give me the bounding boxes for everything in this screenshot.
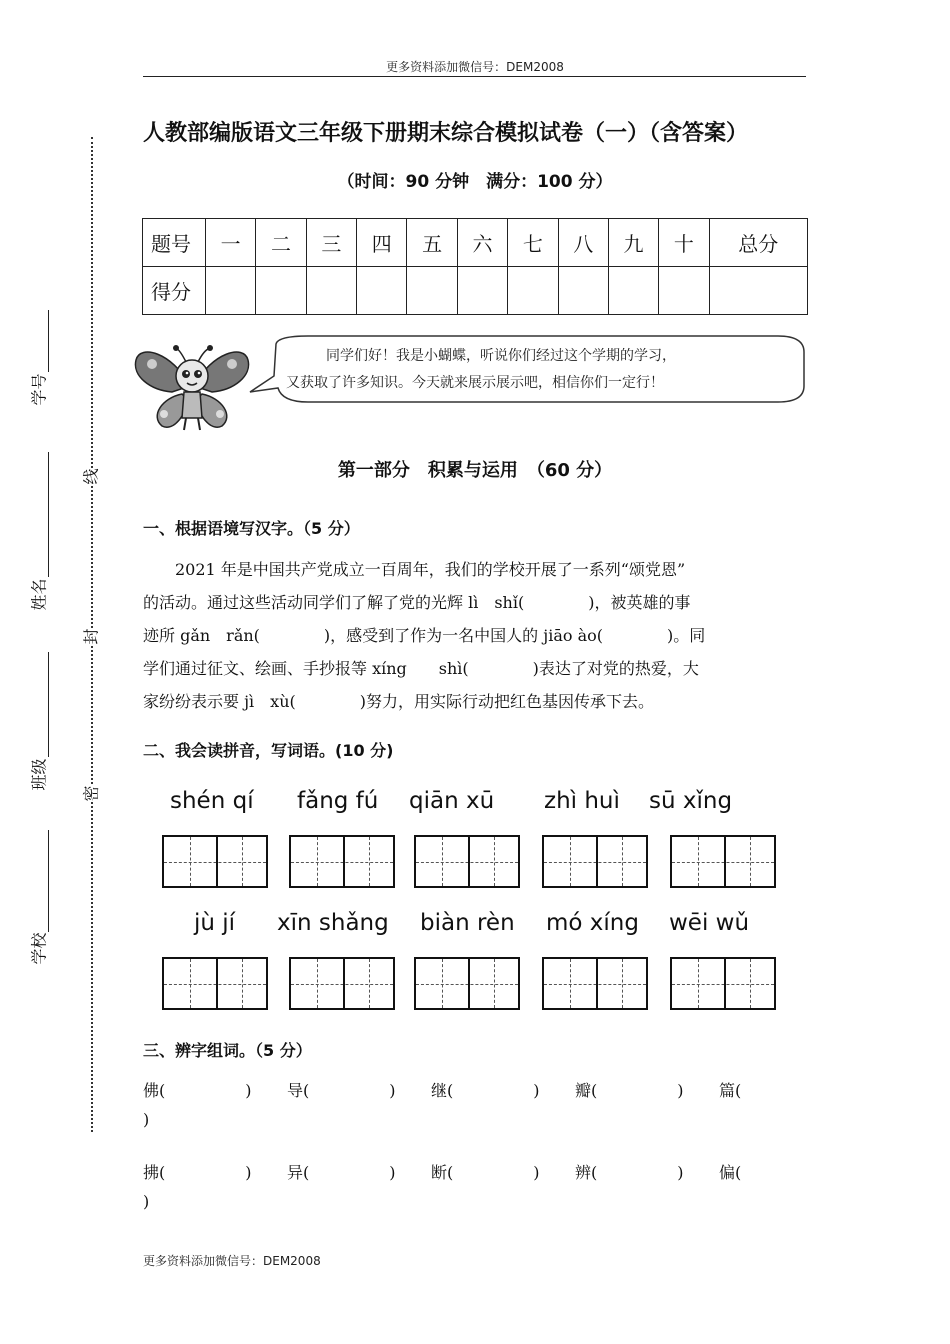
pinyin-label: qiān xū bbox=[409, 788, 495, 814]
exam-title: 人教部编版语文三年级下册期末综合模拟试卷（一）（含答案） bbox=[143, 121, 749, 146]
score-input-cell[interactable] bbox=[558, 267, 608, 315]
pinyin-label: sū xǐng bbox=[649, 788, 733, 814]
score-table-score-row bbox=[143, 267, 808, 315]
score-header-cell: 一 bbox=[206, 219, 256, 267]
score-input-cell[interactable] bbox=[407, 267, 457, 315]
bubble-line: 又获取了许多知识。今天就来展示展示吧，相信你们一定行！ bbox=[286, 375, 664, 391]
side-blank-class bbox=[48, 652, 49, 757]
writing-grid[interactable] bbox=[289, 835, 395, 888]
pinyin-label: biàn rèn bbox=[420, 910, 515, 936]
word-group-item[interactable]: 偏( bbox=[719, 1163, 742, 1182]
score-input-cell[interactable] bbox=[306, 267, 356, 315]
part-title: 第一部分 积累与运用 （60 分） bbox=[337, 460, 613, 481]
score-header-cell: 二 bbox=[256, 219, 306, 267]
score-header-cell: 十 bbox=[659, 219, 709, 267]
section1-title: 一、根据语境写汉字。（5 分） bbox=[143, 519, 360, 538]
section3-title: 三、辨字组词。（5 分） bbox=[143, 1041, 312, 1060]
score-header-cell: 三 bbox=[306, 219, 356, 267]
writing-grid[interactable] bbox=[542, 835, 648, 888]
section1-passage bbox=[143, 553, 808, 718]
score-header-cell: 六 bbox=[457, 219, 507, 267]
score-input-cell[interactable] bbox=[709, 267, 807, 315]
word-group-item[interactable]: 异( ) bbox=[287, 1163, 396, 1182]
score-header-cell: 八 bbox=[558, 219, 608, 267]
header-note: 更多资料添加微信号：DEM2008 bbox=[386, 60, 564, 74]
pinyin-label: shén qí bbox=[170, 788, 254, 814]
writing-grid[interactable] bbox=[414, 835, 520, 888]
writing-grid[interactable] bbox=[162, 835, 268, 888]
passage-line: 迹所 gǎn rǎn( )，感受到了作为一名中国人的 jiāo ào( )。同 bbox=[143, 626, 706, 645]
word-group-item[interactable]: 瓣( ) bbox=[575, 1081, 684, 1100]
word-group-item[interactable]: 拂( ) bbox=[143, 1163, 252, 1182]
score-table-header-row bbox=[143, 219, 808, 267]
passage-line: 2021 年是中国共产党成立一百周年，我们的学校开展了一系列“颂党恩” bbox=[143, 560, 686, 579]
header-divider bbox=[143, 76, 806, 77]
butterfly-mascot-icon bbox=[132, 342, 252, 434]
writing-grid[interactable] bbox=[414, 957, 520, 1010]
section2-title: 二、我会读拼音，写词语。(10 分) bbox=[143, 741, 394, 760]
pinyin-label: zhì huì bbox=[544, 788, 620, 814]
side-mark-line: 线 bbox=[79, 468, 102, 484]
passage-line: 的活动。通过这些活动同学们了解了党的光辉 lì shǐ( )，被英雄的事 bbox=[143, 593, 691, 612]
score-header-cell: 四 bbox=[357, 219, 407, 267]
score-header-cell: 题号 bbox=[143, 219, 206, 267]
score-input-cell[interactable] bbox=[508, 267, 558, 315]
side-label-student-id: 学号 bbox=[29, 373, 49, 406]
pinyin-label: fǎng fú bbox=[297, 788, 379, 814]
word-group-item[interactable]: 导( ) bbox=[287, 1081, 396, 1100]
side-label-class: 班级 bbox=[29, 758, 49, 791]
writing-grid[interactable] bbox=[542, 957, 648, 1010]
word-group-item[interactable]: 断( ) bbox=[431, 1163, 540, 1182]
score-table bbox=[142, 218, 808, 315]
score-input-cell[interactable] bbox=[357, 267, 407, 315]
writing-grid[interactable] bbox=[670, 835, 776, 888]
writing-grid[interactable] bbox=[670, 957, 776, 1010]
side-label-school: 学校 bbox=[29, 932, 49, 965]
bubble-text bbox=[286, 343, 806, 397]
score-input-cell[interactable] bbox=[659, 267, 709, 315]
writing-grid[interactable] bbox=[162, 957, 268, 1010]
side-blank-school bbox=[48, 830, 49, 932]
pinyin-label: wēi wǔ bbox=[669, 910, 750, 936]
word-group-tail: ) bbox=[143, 1110, 150, 1129]
side-label-name: 姓名 bbox=[29, 578, 49, 611]
word-group-tail: ) bbox=[143, 1192, 150, 1211]
pinyin-label: xīn shǎng bbox=[277, 910, 389, 936]
pinyin-label: jù jí bbox=[194, 910, 236, 936]
score-header-cell: 五 bbox=[407, 219, 457, 267]
bubble-line: 同学们好！我是小蝴蝶，听说你们经过这个学期的学习， bbox=[326, 348, 676, 364]
score-header-cell: 九 bbox=[608, 219, 658, 267]
score-input-cell[interactable] bbox=[256, 267, 306, 315]
side-mark-seal: 封 bbox=[79, 628, 102, 644]
score-input-cell[interactable] bbox=[457, 267, 507, 315]
score-input-cell[interactable] bbox=[608, 267, 658, 315]
side-blank-student-id bbox=[48, 310, 49, 372]
score-header-cell: 七 bbox=[508, 219, 558, 267]
exam-subtitle: （时间：90 分钟 满分：100 分） bbox=[337, 172, 613, 192]
word-group-item[interactable]: 篇( bbox=[719, 1081, 742, 1100]
word-group-item[interactable]: 佛( ) bbox=[143, 1081, 252, 1100]
score-header-cell: 总分 bbox=[709, 219, 807, 267]
word-group-item[interactable]: 继( ) bbox=[431, 1081, 540, 1100]
pinyin-label: mó xíng bbox=[546, 910, 639, 936]
side-mark-closed: 密 bbox=[79, 785, 102, 801]
score-input-cell[interactable] bbox=[206, 267, 256, 315]
word-group-item[interactable]: 辨( ) bbox=[575, 1163, 684, 1182]
writing-grid[interactable] bbox=[289, 957, 395, 1010]
footer-note: 更多资料添加微信号：DEM2008 bbox=[143, 1254, 321, 1268]
passage-line: 家纷纷表示要 jì xù( )努力，用实际行动把红色基因传承下去。 bbox=[143, 692, 654, 711]
passage-line: 学们通过征文、绘画、手抄报等 xíng shì( )表达了对党的热爱，大 bbox=[143, 659, 699, 678]
score-row-label: 得分 bbox=[143, 267, 206, 315]
